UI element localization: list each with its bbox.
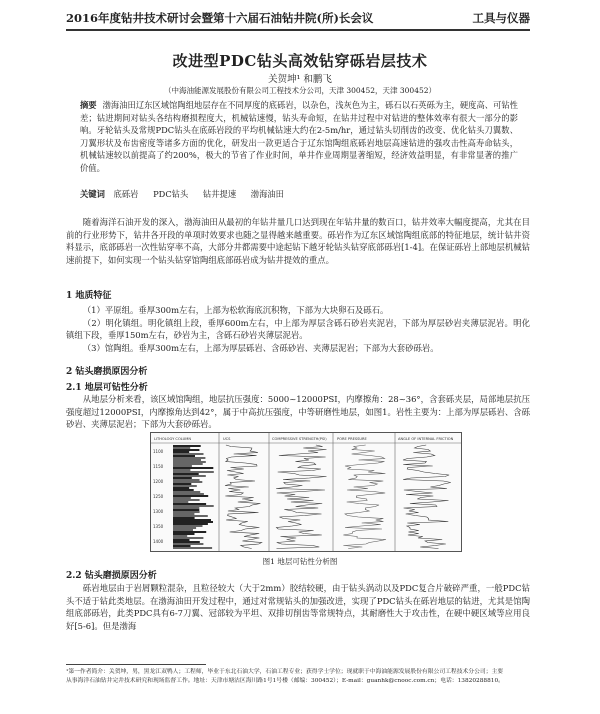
lithology-band	[173, 481, 202, 483]
lithology-band	[173, 471, 214, 473]
header-conference: 2016年度钻井技术研讨会暨第十六届石油钻井院(所)长会议	[66, 11, 374, 25]
lithology-band	[173, 479, 200, 481]
lithology-band	[173, 537, 203, 539]
lithology-band	[173, 547, 212, 549]
keyword-item: 渤海油田	[250, 189, 284, 199]
affiliation: （中海油能源发展股份有限公司工程技术分公司，天津 300452，天津 300452）	[163, 86, 437, 95]
lithology-band	[173, 507, 199, 509]
lithology-band	[173, 453, 204, 455]
section22-body	[66, 582, 530, 632]
lithology-band	[173, 463, 203, 465]
lithology-band	[173, 483, 191, 485]
fig-depth-label: 1350	[153, 524, 164, 529]
lithology-band	[173, 473, 199, 475]
fig-col-label: UCS	[223, 437, 231, 441]
section1-body	[66, 304, 530, 354]
lithology-band	[173, 529, 193, 531]
abstract	[80, 99, 518, 174]
fig-col-label: LITHOLOGY COLUMN	[154, 437, 192, 441]
authors: 关贺坤¹ 和鹏飞	[268, 74, 332, 85]
lithology-band	[173, 451, 189, 453]
section21-heading: 2.1 地层可钻性分析	[66, 383, 148, 393]
abstract-label: 摘要	[80, 100, 97, 110]
geology-item: （1）平原组。垂厚300m左右，上部为松软海底沉积物，下部为大块卵石及砾石。	[82, 305, 389, 315]
paper-title: 改进型PDC钻头高效钻穿砾岩层技术	[172, 52, 428, 70]
lithology-band	[173, 521, 213, 523]
lithology-band	[173, 513, 194, 515]
lithology-band	[173, 539, 190, 541]
fig-depth-label: 1100	[153, 449, 164, 454]
lithology-band	[173, 525, 203, 527]
section1-heading: 1 地质特征	[66, 291, 112, 301]
geology-item: （3）馆陶组。垂厚300m左右，上部为厚层砾岩、含砾砂岩、夹薄层泥岩；下部为大套砂砾岩。	[82, 342, 439, 353]
section2-heading: 2 钻头磨损原因分析	[66, 367, 148, 377]
abstract-text: 渤海油田辽东区域馆陶组地层存在不同厚度的底砾岩，以杂色，浅灰色为主，砾石以石英砾为主，硬度高、可钻性差；钻进期间对钻头各结构磨损程度大，机械钻速慢，钻头寿命短，在钻井过程中对钻进的整体效率有很大一部分的影响。牙轮钻头及常规PDC钻头在底砾岩段的平均机械钻速大约在2-5m/hr，通过钻头切削齿的改变、优化钻头刀翼数、刀翼形状及布齿密度等诸多方面的优化，研发出一款更适合于辽东馆陶组底砾岩地层高速钻进的强攻击性高寿命钻头，机械钻速较以前提高了约200%，极大的节省了作业时间，单井作业周期显著缩短，经济效益明显，有非常显著的推广价值。	[80, 100, 518, 173]
lithology-band	[173, 535, 187, 537]
lithology-band	[173, 469, 190, 471]
lithology-band	[173, 459, 201, 461]
fig-depth-label: 1250	[153, 494, 164, 499]
fig-col-label: ANGLE OF INTERNAL FRICTION	[398, 437, 454, 441]
lithology-band	[173, 545, 191, 547]
lithology-band	[173, 497, 191, 499]
footnote	[66, 668, 530, 685]
fig-col-label: COMPRESSIVE STRENGTH(PSI)	[272, 437, 327, 441]
fig-depth-label: 1300	[153, 509, 164, 514]
lithology-band	[173, 523, 208, 525]
keyword-item: 底砾岩	[113, 189, 139, 199]
lithology-band	[173, 455, 195, 457]
section22-heading: 2.2 钻头磨损原因分析	[66, 571, 157, 581]
lithology-band	[173, 467, 213, 469]
lithology-band	[173, 445, 201, 447]
fig-depth-label: 1150	[153, 464, 164, 469]
lithology-band	[173, 543, 203, 545]
lithology-band	[173, 475, 206, 477]
figure-caption: 图1 地层可钻性分析图	[262, 557, 338, 566]
fig-col-label: PORE PRESSURE	[337, 437, 367, 441]
footnote-line: 从事海洋石油钻井完井技术研究和现场监督工作。地址：天津市塘沽区海川路1号1号楼（邮编：300452）；E-mail：guanhk@cnooc.com.cn；电话：13820288810。	[66, 677, 504, 684]
lithology-band	[173, 505, 214, 507]
lithology-band	[173, 489, 194, 491]
footnote-line: ¹第一作者简介：关贺坤，男，黑龙江双鸭人；工程师，毕业于东北石油大学，石油工程专业；获得学士学位；现就职于中海油能源发展股份有限公司工程技术分公司；主要	[66, 669, 504, 675]
geology-item: （2）明化镇组。明化镇组上段，垂厚600m左右，中上部为厚层含砾石砂岩夹泥岩，下部为厚层砂岩夹薄层泥岩。明化镇组下段，垂厚150m左右，砂岩为主，含砾石砂岩夹薄层泥岩。	[66, 317, 530, 340]
fig-depth-label: 1200	[153, 479, 164, 484]
lithology-band	[173, 509, 199, 511]
lithology-band	[173, 465, 192, 467]
lithology-band	[173, 503, 206, 505]
header-section: 工具与仪器	[472, 11, 530, 25]
running-header	[66, 10, 530, 31]
section22-text: 砾岩地层由于岩屑颗粒混杂，且粒径较大（大于2mm）胶结较硬，由于钻头涡动以及PDC复合片破碎严重，一般PDC钻头不适于钻此类地层。在渤海油田开发过程中，通过对常规钻头的加强改进，实现了PDC钻头在砾岩地层的钻进，尤其是馆陶组底部砾岩，此类PDC具有6-7刀翼、冠部较为平坦、双排切削齿等常规特点，其耐磨性大于攻击性，在硬中硬区域等应用良好[5-6]。但是渤海	[66, 583, 530, 631]
footnote-rule	[66, 664, 206, 665]
lithology-band	[173, 485, 197, 487]
lithology-band	[173, 449, 199, 451]
lithology-band	[173, 531, 206, 533]
lithology-band	[173, 501, 188, 503]
intro-paragraph	[66, 216, 530, 266]
fig-depth-label: 1400	[153, 539, 164, 544]
keywords-label: 关键词	[80, 189, 105, 199]
lithology-band	[173, 487, 189, 489]
lithology-band	[173, 517, 195, 519]
section21-body	[66, 393, 530, 431]
lithology-band	[173, 457, 205, 459]
lithology-band	[173, 493, 204, 495]
lithology-band	[173, 533, 195, 535]
lithology-band	[173, 519, 211, 521]
keywords	[80, 188, 518, 200]
section21-text: 从地层分析来看，该区域馆陶组，地层抗压强度：5000~12000PSI，内摩擦角：28~36°，含套砾夹层，局部地层抗压强度超过12000PSI，内摩擦角达到42°，属于中高抗压强度，中等研磨性地层，如图1。岩性主要为：上部为厚层砾岩、含砾砂岩、夹薄层泥岩；下部为大套砂砾岩。	[66, 394, 530, 429]
lithology-band	[173, 527, 196, 529]
keyword-item: 钻井提速	[202, 189, 237, 199]
lithology-band	[173, 541, 200, 543]
lithology-band	[173, 491, 200, 493]
figure-1	[150, 432, 462, 552]
lithology-band	[173, 461, 206, 463]
lithology-band	[173, 477, 192, 479]
intro-text: 随着海洋石油开发的深入，渤海油田从最初的年钻井量几口达到现在年钻井量的数百口，钻井效率大幅度提高，尤其在目前的行业形势下，钻井各开段的单项时效要求也随之显得越来越重要。砾岩作为辽东区域馆陶组底部的特征地层，统计钻井资料显示，底部砾岩一次性钻穿率不高，大部分井都需要中途起钻下越牙轮钻头钻穿底部砾岩[1-4]。在保证砾岩上部地层机械钻速前提下，如何实现一个钻头钻穿馆陶组底部砾岩成为钻井提效的重点。	[66, 217, 530, 265]
keyword-item: PDC钻头	[153, 189, 189, 199]
lithology-band	[173, 515, 208, 517]
lithology-band	[173, 511, 200, 513]
lithology-band	[173, 447, 190, 449]
lithology-band	[173, 495, 208, 497]
lithology-band	[173, 499, 200, 501]
